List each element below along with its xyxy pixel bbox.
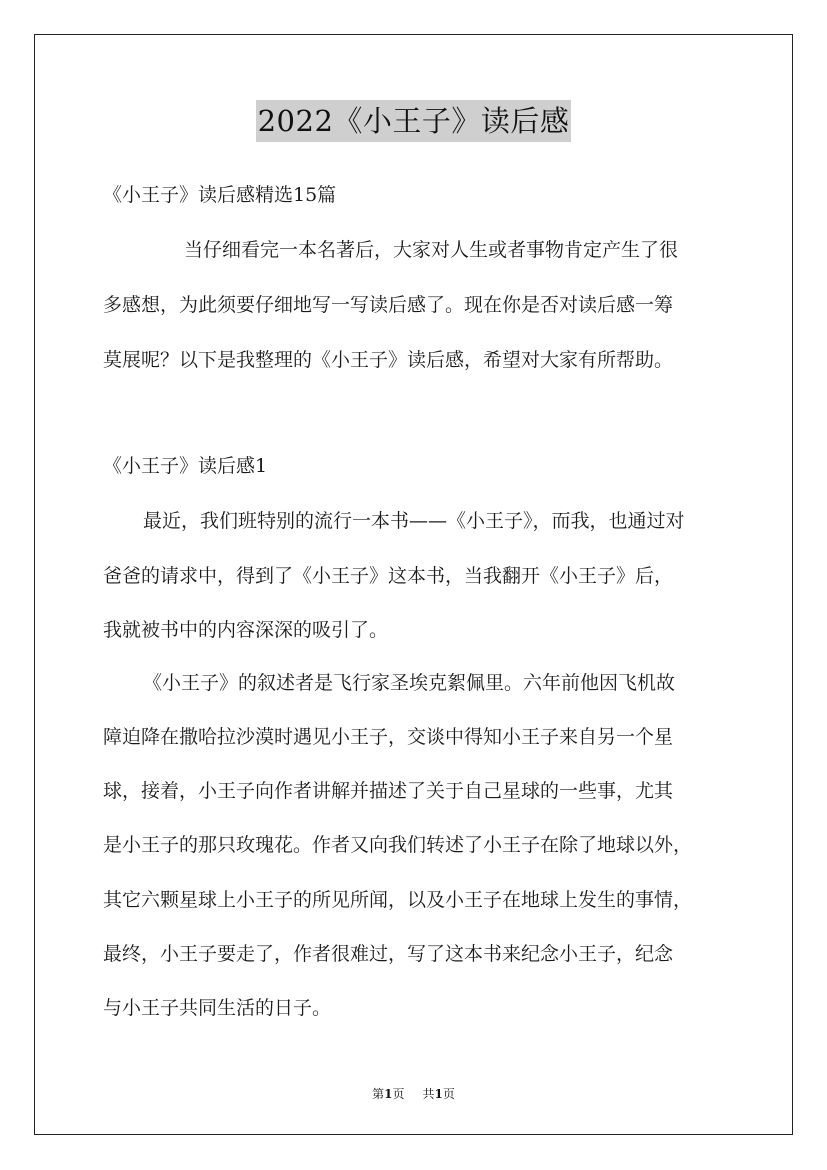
paragraph2-line-1: 《小王子》的叙述者是飞行家圣埃克絮佩里。六年前他因飞机故 (143, 672, 676, 694)
page-footer (0, 1086, 827, 1102)
intro-line-2: 多感想，为此须要仔细地写一写读后感了。现在你是否对读后感一筹 (103, 294, 674, 316)
section-heading: 《小王子》读后感1 (103, 455, 268, 477)
paragraph1-line-2: 爸爸的请求中，得到了《小王子》这本书，当我翻开《小王子》后， (103, 565, 674, 587)
paragraph1-line-1: 最近，我们班特别的流行一本书——《小王子》，而我，也通过对 (143, 510, 685, 532)
paragraph2-line-7: 与小王子共同生活的日子。 (103, 997, 332, 1019)
intro-line-1: 当仔细看完一本名著后，大家对人生或者事物肯定产生了很 (184, 239, 679, 261)
paragraph2-line-4: 是小王子的那只玫瑰花。作者又向我们转述了小王子在除了地球以外， (103, 834, 693, 856)
footer-page-number: 1 (384, 1087, 393, 1101)
document-title: 2022《小王子》读后感 (256, 100, 572, 142)
intro-line-3: 莫展呢？以下是我整理的《小王子》读后感，希望对大家有所帮助。 (103, 349, 674, 371)
footer-page-suffix: 页 (392, 1087, 405, 1101)
footer-total-suffix: 页 (442, 1087, 455, 1101)
footer-total-label: 共 (422, 1087, 435, 1101)
paragraph2-line-5: 其它六颗星球上小王子的所见所闻，以及小王子在地球上发生的事情， (103, 889, 693, 911)
title-container (0, 100, 827, 142)
paragraph1-line-3: 我就被书中的内容深深的吸引了。 (103, 619, 389, 641)
footer-total-number: 1 (434, 1087, 443, 1101)
document-subtitle: 《小王子》读后感精选15篇 (103, 184, 337, 206)
footer-page-label: 第 (372, 1087, 385, 1101)
paragraph2-line-3: 球，接着，小王子向作者讲解并描述了关于自己星球的一些事，尤其 (103, 780, 674, 802)
paragraph2-line-6: 最终，小王子要走了，作者很难过，写了这本书来纪念小王子，纪念 (103, 943, 674, 965)
paragraph2-line-2: 障迫降在撒哈拉沙漠时遇见小王子，交谈中得知小王子来自另一个星 (103, 726, 674, 748)
